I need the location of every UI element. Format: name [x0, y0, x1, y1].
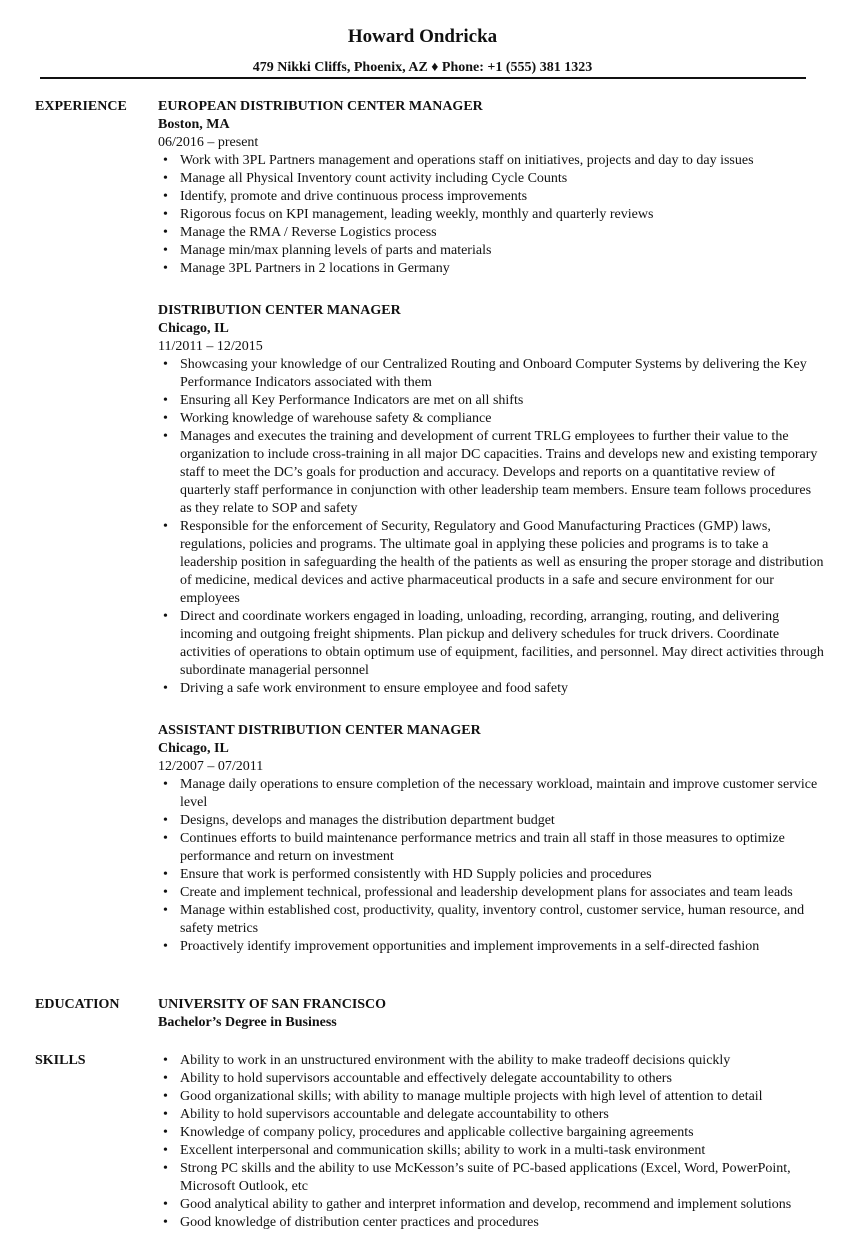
job-title: EUROPEAN DISTRIBUTION CENTER MANAGER: [158, 99, 483, 114]
list-item: • Manages and executes the training and development of current TRLG employees to further their value to the organization to include cross-training in all major DC capacities. Trains and develops new and existing temporary staff to meet the DC’s goals for production and accuracy. Develops and reports on a quantitative review of quarterly staff performance in conjunction with other leadership team members. Ensure team follows procedures as they relate to SOP and safety: [180, 428, 825, 518]
list-item: • Manage min/max planning levels of parts and materials: [180, 242, 825, 260]
job-dates: 06/2016 – present: [158, 135, 259, 150]
list-item: • Work with 3PL Partners management and operations staff on initiatives, projects and day to day issues: [180, 152, 825, 170]
candidate-name: Howard Ondricka: [347, 26, 498, 47]
experience-body: [158, 98, 825, 980]
skills-body: [158, 1052, 825, 1232]
list-item: • Designs, develops and manages the distribution department budget: [180, 812, 825, 830]
job-location: Chicago, IL: [158, 741, 229, 756]
list-item: • Good knowledge of distribution center practices and procedures: [180, 1214, 825, 1232]
job-entry: [158, 722, 825, 956]
header-divider: [40, 77, 806, 79]
job-bullets: [158, 356, 825, 698]
list-item: • Direct and coordinate workers engaged in loading, unloading, recording, arranging, routing, and delivering incoming and outgoing freight shipments. Plan pickup and delivery schedules for truck drivers. Coordinate activities of operations to obtain optimum use of equipment, facilities, and personnel. May direct activities through subordinate managerial personnel: [180, 608, 825, 680]
list-item: • Ability to work in an unstructured environment with the ability to make tradeoff decisions quickly: [180, 1052, 825, 1070]
list-item: • Knowledge of company policy, procedures and applicable collective bargaining agreements: [180, 1124, 825, 1142]
job-dates: 11/2011 – 12/2015: [158, 339, 263, 354]
list-item: • Rigorous focus on KPI management, leading weekly, monthly and quarterly reviews: [180, 206, 825, 224]
contact-line: 479 Nikki Cliffs, Phoenix, AZ ♦ Phone: +1 (555) 381 1323: [252, 60, 593, 75]
job-location: Boston, MA: [158, 117, 230, 132]
list-item: • Ability to hold supervisors accountable and effectively delegate accountability to others: [180, 1070, 825, 1088]
list-item: • Manage the RMA / Reverse Logistics process: [180, 224, 825, 242]
list-item: • Manage within established cost, productivity, quality, inventory control, customer service, human resource, and safety metrics: [180, 902, 825, 938]
list-item: • Good analytical ability to gather and interpret information and develop, recommend and implement solutions: [180, 1196, 825, 1214]
list-item: • Showcasing your knowledge of our Centralized Routing and Onboard Computer Systems by delivering the Key Performance Indicators associated with them: [180, 356, 825, 392]
school-name: UNIVERSITY OF SAN FRANCISCO: [158, 997, 387, 1012]
list-item: • Ensure that work is performed consistently with HD Supply policies and procedures: [180, 866, 825, 884]
list-item: • Identify, promote and drive continuous process improvements: [180, 188, 825, 206]
list-item: • Working knowledge of warehouse safety & compliance: [180, 410, 825, 428]
education-body: [158, 996, 825, 1032]
list-item: • Ensuring all Key Performance Indicators are met on all shifts: [180, 392, 825, 410]
list-item: • Manage all Physical Inventory count activity including Cycle Counts: [180, 170, 825, 188]
list-item: • Manage daily operations to ensure completion of the necessary workload, maintain and improve customer service level: [180, 776, 825, 812]
list-item: • Good organizational skills; with ability to manage multiple projects with high level of attention to detail: [180, 1088, 825, 1106]
job-entry: [158, 98, 825, 278]
job-entry: [158, 302, 825, 698]
list-item: • Ability to hold supervisors accountable and delegate accountability to others: [180, 1106, 825, 1124]
job-dates: 12/2007 – 07/2011: [158, 759, 264, 774]
list-item: • Create and implement technical, professional and leadership development plans for associates and team leads: [180, 884, 825, 902]
list-item: • Excellent interpersonal and communication skills; ability to work in a multi-task environment: [180, 1142, 825, 1160]
job-title: ASSISTANT DISTRIBUTION CENTER MANAGER: [158, 723, 481, 738]
section-label-education: EDUCATION: [35, 997, 120, 1012]
list-item: • Strong PC skills and the ability to use McKesson’s suite of PC-based applications (Excel, Word, PowerPoint, Microsoft Outlook, etc: [180, 1160, 825, 1196]
list-item: • Manage 3PL Partners in 2 locations in Germany: [180, 260, 825, 278]
list-item: • Driving a safe work environment to ensure employee and food safety: [180, 680, 825, 698]
section-label-skills: SKILLS: [35, 1053, 86, 1068]
degree: Bachelor’s Degree in Business: [158, 1015, 337, 1030]
job-bullets: [158, 776, 825, 956]
job-bullets: [158, 152, 825, 278]
list-item: • Continues efforts to build maintenance performance metrics and train all staff in those measures to optimize performance and return on investment: [180, 830, 825, 866]
job-location: Chicago, IL: [158, 321, 229, 336]
job-title: DISTRIBUTION CENTER MANAGER: [158, 303, 401, 318]
section-label-experience: EXPERIENCE: [35, 99, 127, 114]
list-item: • Proactively identify improvement opportunities and implement improvements in a self-directed fashion: [180, 938, 825, 956]
list-item: • Responsible for the enforcement of Security, Regulatory and Good Manufacturing Practices (GMP) laws, regulations, policies and programs. The ultimate goal in applying these policies and programs is to take a leadership position in safeguarding the health of the patients as well as ensuring the proper storage and distribution of medicine, medical devices and active pharmaceutical products in a safe and secure environment for our employees: [180, 518, 825, 608]
skills-bullets: [158, 1052, 825, 1232]
